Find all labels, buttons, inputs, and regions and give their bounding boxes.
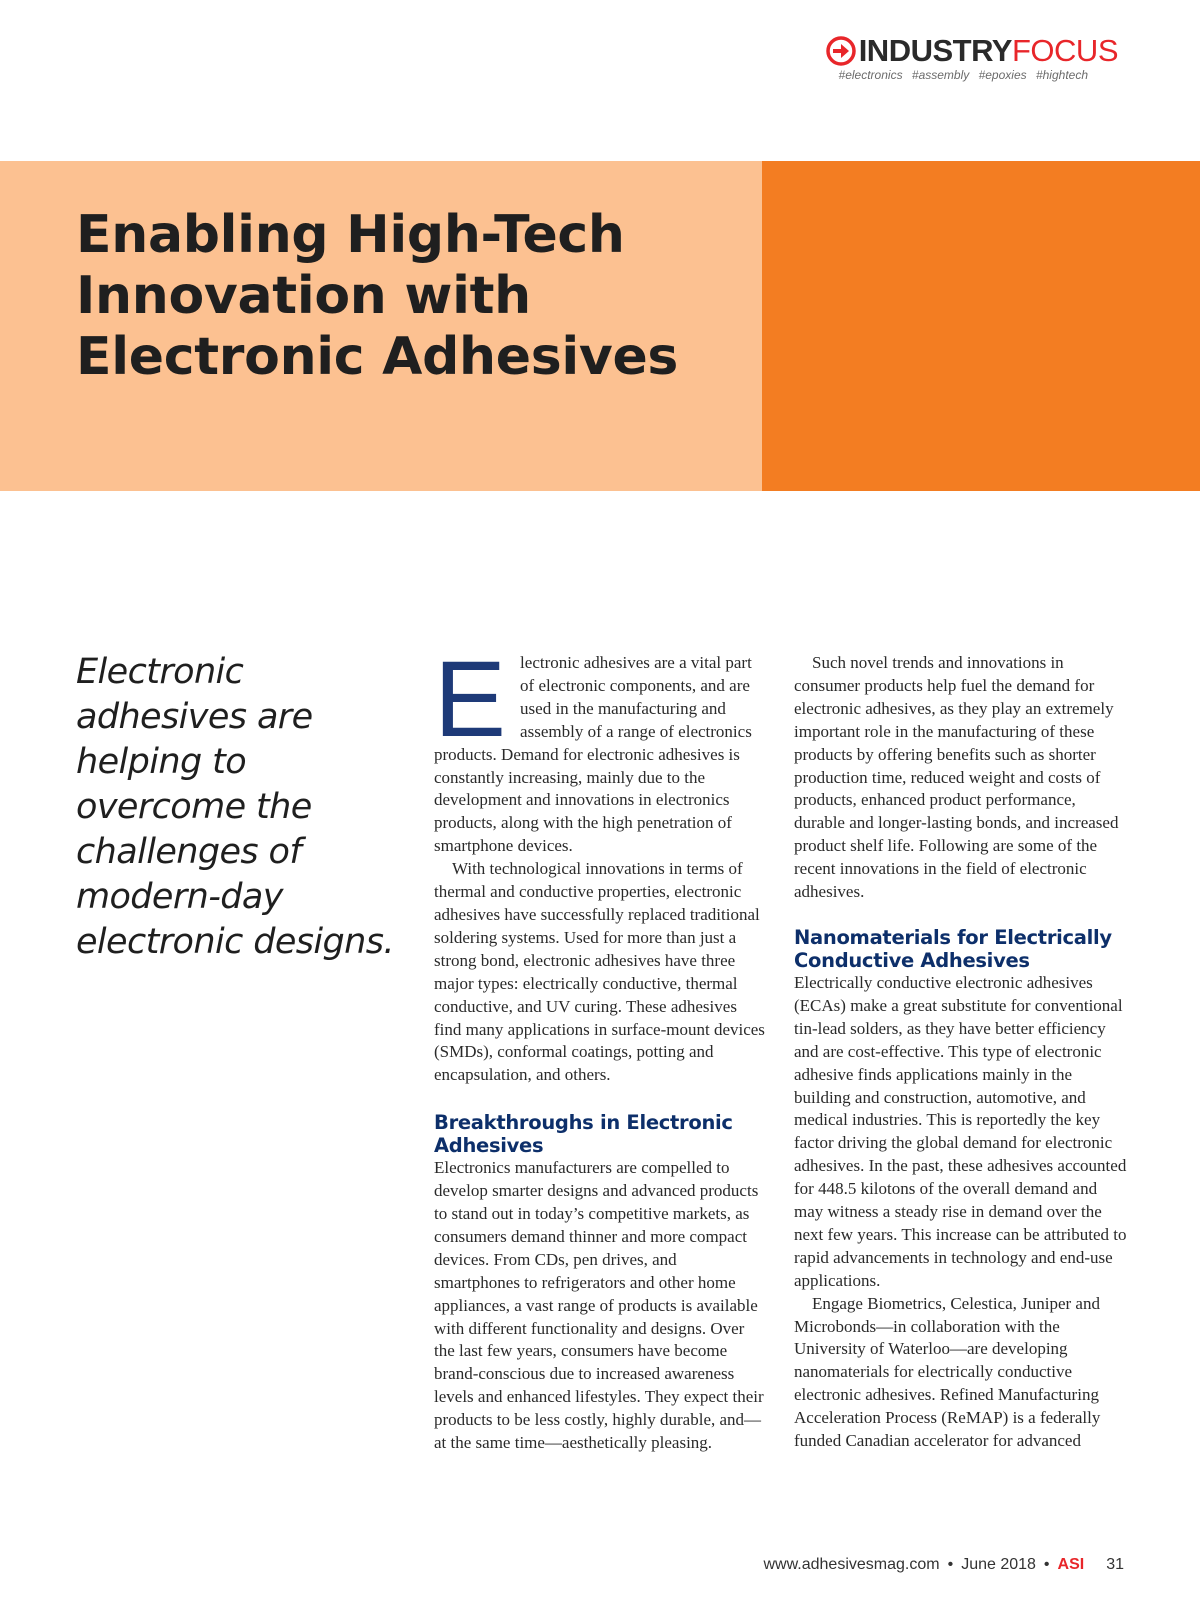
page-number: 31 xyxy=(1106,1556,1124,1573)
hero-band-dark xyxy=(762,161,1200,491)
section-heading: Breakthroughs in Electronic Adhesives xyxy=(434,1111,733,1158)
footer-separator: • xyxy=(947,1556,954,1573)
right-arrow-circle-icon xyxy=(826,36,856,66)
section-heading: Nanomaterials for Electrically Conductive Adhesives xyxy=(794,925,1112,972)
article-paragraph: Such novel trends and innovations in consumer products help fuel the demand for electronic adhesives, as they play an extremely important role in the manufacturing of these products by offering benefits such as shorter production time, reduced weight and costs of products, enhanced product performance, durable and longer-lasting bonds, and increased product shelf life. Following are some of the recent innovations in the field of electronic adhesives. xyxy=(794,653,1119,902)
article-column-2 xyxy=(794,652,1128,1453)
logo-tags: #electronics #assembly #epoxies #hightech xyxy=(838,68,1088,82)
industry-focus-logo xyxy=(798,34,1118,86)
article-paragraph: Engage Biometrics, Celestica, Juniper and Microbonds—in collaboration with the University of Waterloo—are developing nanomaterials for electrically conductive electronic adhesives. Refined Manufacturing Acceleration Process (ReMAP) is a federally funded Canadian accelerator for advanced xyxy=(794,1293,1101,1451)
article-paragraph: With technological innovations in terms of thermal and conductive properties, electronic adhesives have successfully replaced traditional soldering systems. Used for more than just a strong bond, electronic adhesives have three major types: electrically conductive, thermal conductive, and UV curing. These adhesives find many applications in surface-mount devices (SMDs), conformal coatings, potting and encapsulation, and others. xyxy=(434,859,765,1085)
article-column-1 xyxy=(434,638,766,1455)
footer-publication: ASI xyxy=(1057,1556,1085,1573)
logo-word-industry: INDUSTRY xyxy=(858,33,1012,68)
logo-wordmark xyxy=(859,34,1118,68)
drop-cap: E xyxy=(434,638,507,759)
footer-separator: • xyxy=(1043,1556,1050,1573)
pull-quote: Electronic adhesives are helping to overcome the challenges of modern-day electronic designs. xyxy=(76,652,394,962)
footer-date: June 2018 xyxy=(961,1556,1036,1573)
article-paragraph: Electronics manufacturers are compelled to develop smarter designs and advanced products to stand out in today’s competitive markets, as consumers demand thinner and more compact devices. From CDs, pen drives, and smartphones to refrigerators and other home appliances, a vast range of products is available with different functionality and designs. Over the last few years, consumers have become brand-conscious due to increased awareness levels and enhanced lifestyles. They expect their products to be less costly, highly durable, and—at the same time—aesthetically pleasing. xyxy=(434,1158,764,1453)
footer-website: www.adhesivesmag.com xyxy=(763,1556,940,1573)
article-paragraph xyxy=(434,638,766,858)
article-paragraph: Electrically conductive electronic adhesives (ECAs) make a great substitute for conventional tin-lead solders, as they have better efficiency and are cost-effective. This type of electronic adhesive finds applications mainly in the building and construction, automotive, and medical industries. This is reportedly the key factor driving the global demand for electronic adhesives. In the past, these adhesives accounted for 448.5 kilotons of the overall demand and may witness a steady rise in demand over the next few years. This increase can be attributed to rapid advancements in technology and end-use applications. xyxy=(794,972,1127,1290)
page-footer xyxy=(764,1556,1125,1574)
article-title: Enabling High-Tech Innovation with Electronic Adhesives xyxy=(76,205,679,387)
paragraph-text: lectronic adhesives are a vital part of electronic components, and are used in the manufacturing and assembly of a range of electronics products. Demand for electronic adhesives is constantly increasing, mainly due to the development and innovations in electronics products, along with the high penetration of smartphone devices. xyxy=(434,653,752,856)
logo-word-focus: FOCUS xyxy=(1012,33,1118,68)
